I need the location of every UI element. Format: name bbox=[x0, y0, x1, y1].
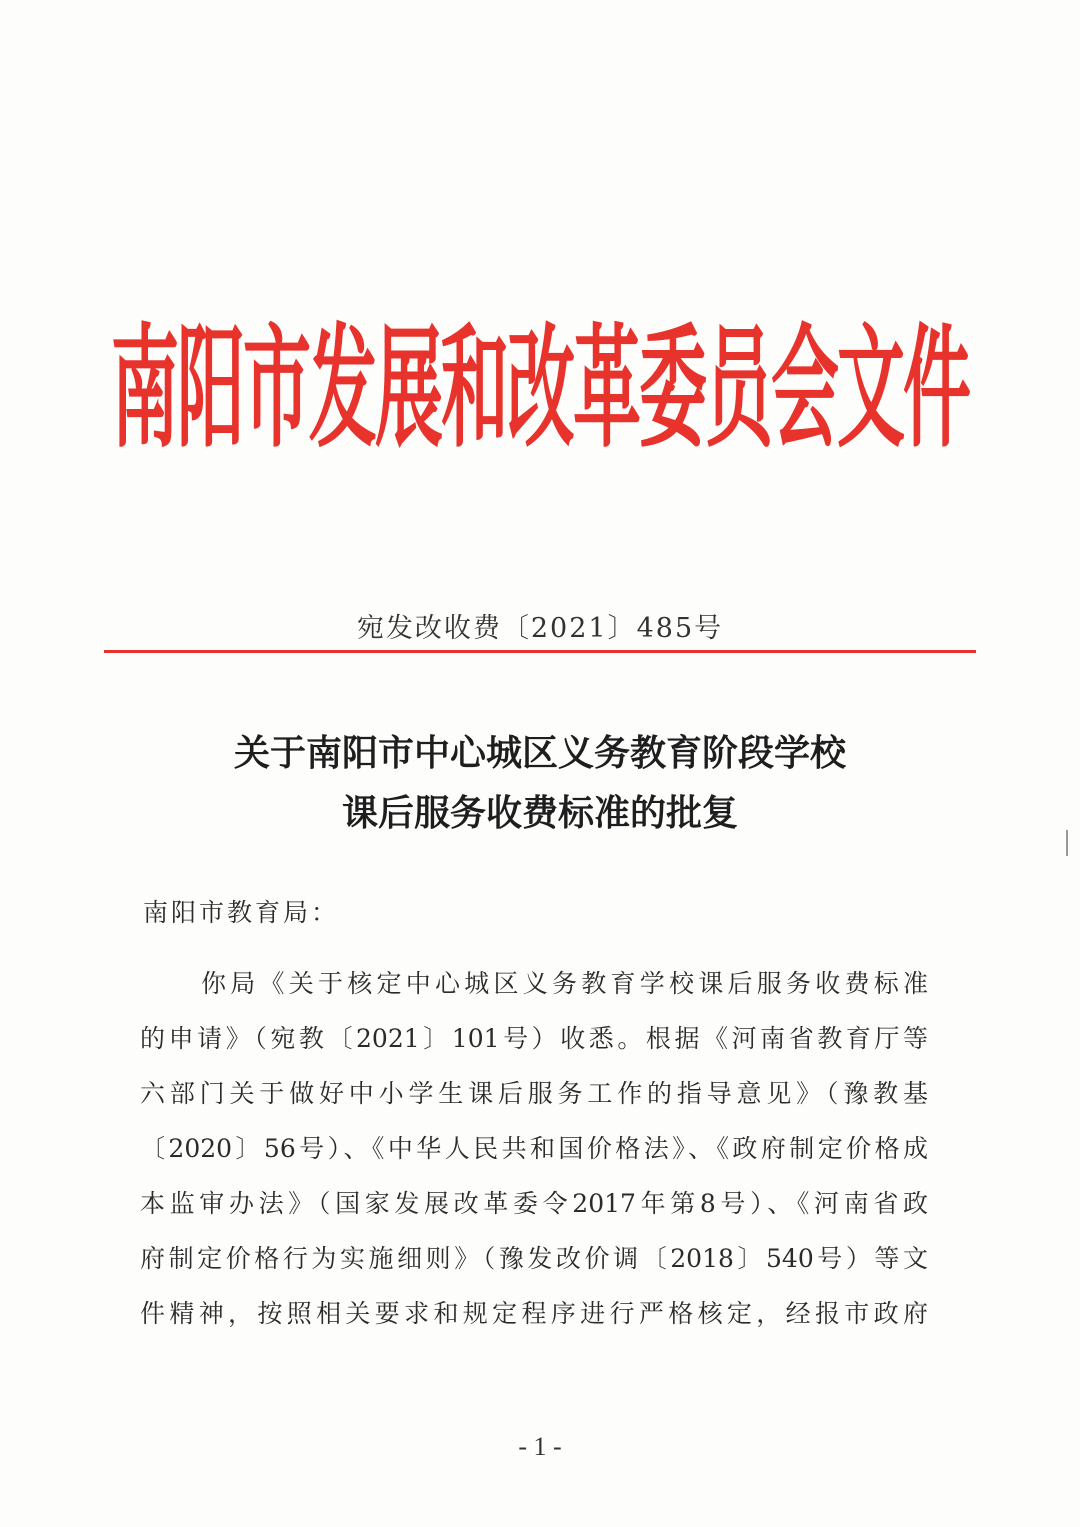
scan-artifact-mark bbox=[1066, 830, 1068, 856]
page-number: - 1 - bbox=[518, 1432, 562, 1461]
document-title-line-1: 关于南阳市中心城区义务教育阶段学校 bbox=[233, 732, 846, 774]
body-line: 件精神，按照相关要求和规定程序进行严格核定，经报市政府 bbox=[140, 1299, 928, 1328]
body-line: 〔2020〕56号）、《中华人民共和国价格法》、《政府制定价格成 bbox=[140, 1134, 928, 1163]
document-title bbox=[0, 723, 1080, 843]
document-title-line-2: 课后服务收费标准的批复 bbox=[341, 792, 738, 834]
body-paragraph bbox=[140, 956, 940, 1341]
body-line: 六部门关于做好中小学生课后服务工作的指导意见》（豫教基 bbox=[140, 1079, 928, 1108]
body-line: 本监审办法》（国家发展改革委令2017年第8号）、《河南省政 bbox=[140, 1189, 928, 1218]
body-line: 你局《关于核定中心城区义务教育学校课后服务收费标准 bbox=[201, 969, 928, 998]
body-line: 府制定价格行为实施细则》（豫发改价调〔2018〕540号）等文 bbox=[140, 1244, 928, 1273]
document-number: 宛发改收费〔2021〕485号 bbox=[356, 613, 724, 644]
masthead-title: 南阳市发展和改革委员会文件 bbox=[110, 313, 969, 468]
body-line: 的申请》（宛教〔2021〕101号）收悉。根据《河南省教育厅等 bbox=[140, 1024, 928, 1053]
red-divider-rule bbox=[104, 650, 976, 653]
recipient-line: 南阳市教育局： bbox=[143, 898, 340, 927]
